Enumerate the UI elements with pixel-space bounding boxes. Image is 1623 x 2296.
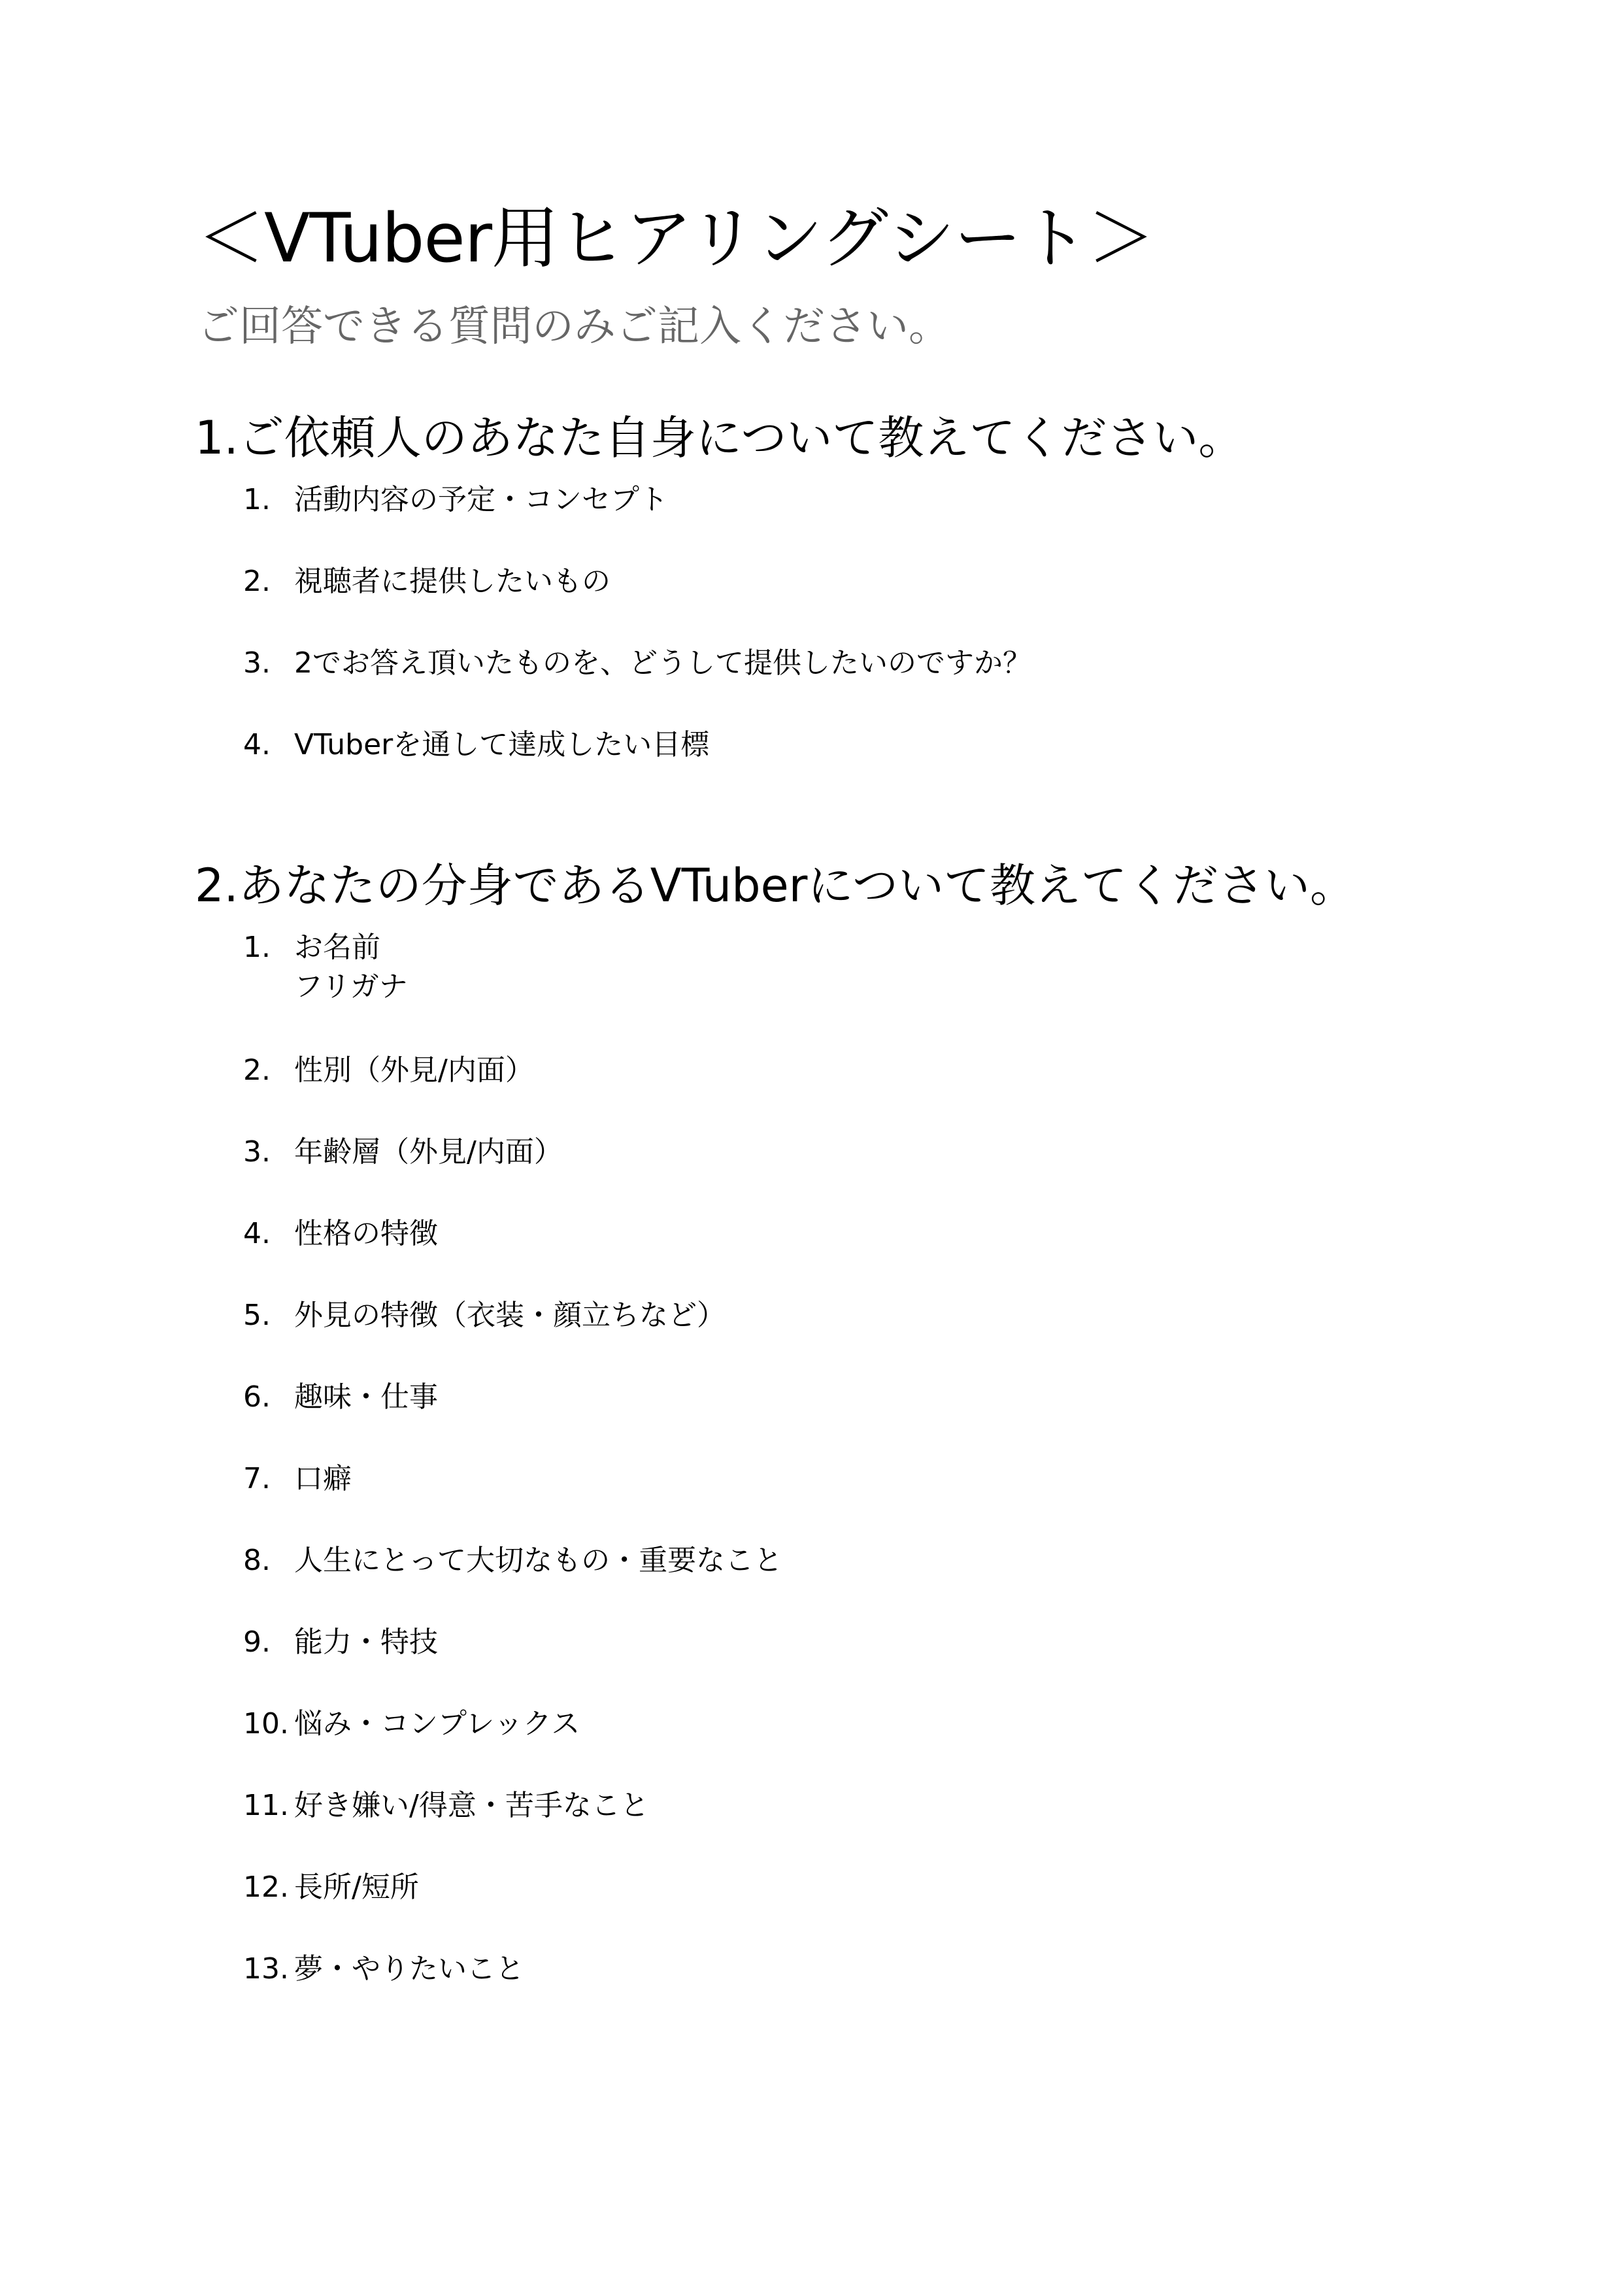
question-number: 1.: [243, 483, 271, 516]
question-text: 外見の特徴（衣装・顔立ちなど）: [294, 1299, 726, 1332]
question-number: 3.: [243, 1135, 271, 1169]
question-text: 人生にとって大切なもの・重要なこと: [294, 1544, 783, 1577]
page-subtitle: ご回答できる質問のみご記入ください。: [197, 303, 950, 351]
question-text: 能力・特技: [294, 1625, 438, 1659]
question-number: 10.: [243, 1707, 289, 1740]
question-text: [294, 928, 408, 1007]
question-number: 9.: [243, 1625, 271, 1659]
question-number: 2.: [243, 1054, 271, 1087]
question-number: 7.: [243, 1462, 271, 1495]
question-number: 2.: [243, 565, 271, 598]
question-number: 6.: [243, 1380, 271, 1414]
question-text: 活動内容の予定・コンセプト: [294, 483, 668, 516]
question-text: 長所/短所: [294, 1871, 419, 1904]
question-text: 性格の特徴: [294, 1217, 438, 1250]
question-text: 年齢層（外見/内面）: [294, 1135, 563, 1169]
question-text: 好き嫌い/得意・苦手なこと: [294, 1789, 649, 1822]
question-text: VTuberを通して達成したい目標: [294, 728, 710, 761]
page-title: ＜VTuber用ヒアリングシート＞: [197, 199, 1154, 278]
question-number: 13.: [243, 1952, 289, 1986]
question-text: 趣味・仕事: [294, 1380, 438, 1414]
question-text-sub: フリガナ: [294, 970, 408, 1003]
question-number: 8.: [243, 1544, 271, 1577]
question-text: 口癖: [294, 1462, 352, 1495]
question-number: 5.: [243, 1299, 271, 1332]
section-heading-client: 1.ご依頼人のあなた自身について教えてください。: [195, 411, 1245, 465]
question-text-main: お名前: [294, 931, 380, 964]
question-number: 11.: [243, 1789, 289, 1822]
question-number: 1.: [243, 931, 271, 964]
question-number: 4.: [243, 728, 271, 761]
question-number: 12.: [243, 1871, 289, 1904]
question-number: 4.: [243, 1217, 271, 1250]
question-text: 性別（外見/内面）: [294, 1054, 534, 1087]
question-text: 2でお答え頂いたものを、どうして提供したいのですか？: [294, 646, 1031, 680]
section-heading-vtuber: 2.あなたの分身であるVTuberについて教えてください。: [195, 859, 1356, 912]
question-text: 夢・やりたいこと: [294, 1952, 524, 1986]
question-text: 悩み・コンプレックス: [294, 1707, 580, 1740]
question-number: 3.: [243, 646, 271, 680]
question-text: 視聴者に提供したいもの: [294, 565, 611, 598]
